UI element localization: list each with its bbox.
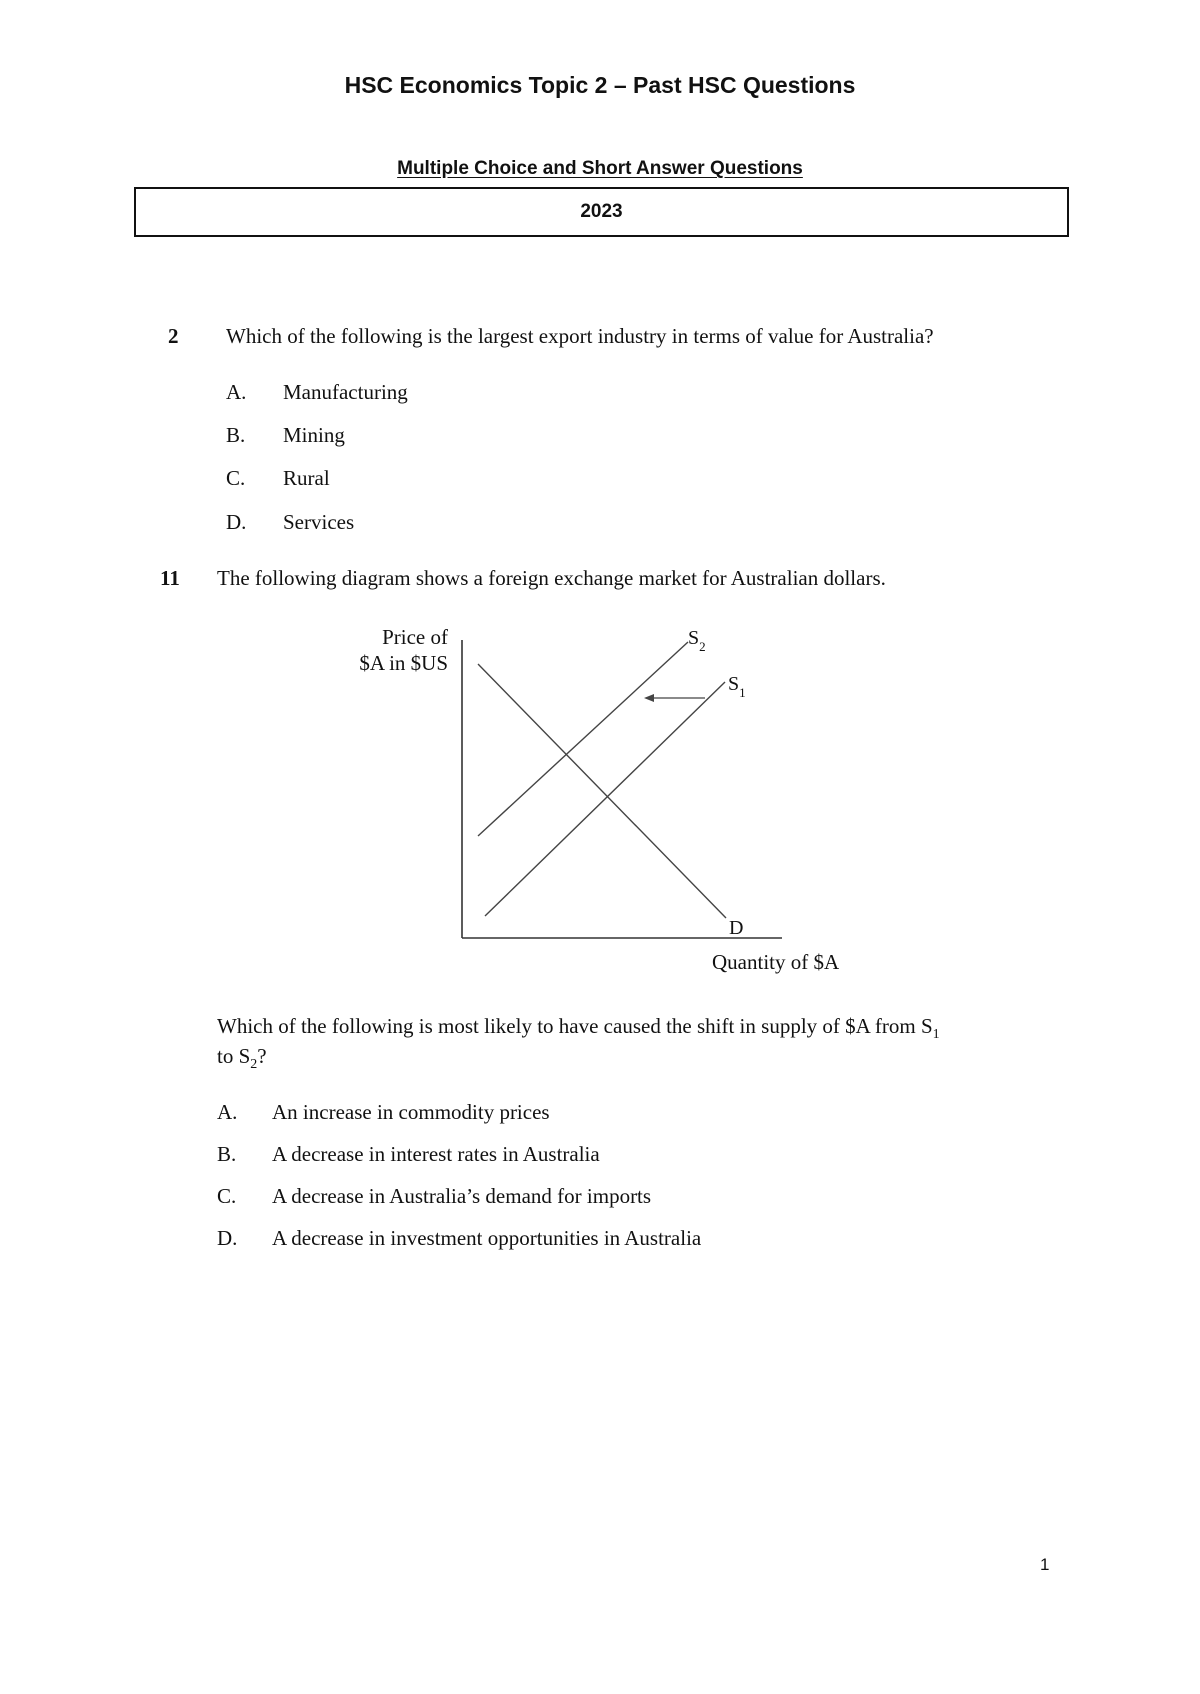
question-11-option-c-text: A decrease in Australia’s demand for imports	[272, 1184, 652, 1208]
question-11-text: The following diagram shows a foreign exchange market for Australian dollars.	[217, 566, 886, 590]
supply2-label: $S_2$	[688, 627, 706, 654]
year-box	[134, 187, 1069, 237]
question-11-option-b-text: A decrease in interest rates in Australia	[272, 1142, 600, 1166]
year-label: 2023	[580, 201, 623, 222]
x-axis-label: Quantity of $A	[712, 950, 840, 974]
question-2-option-c-text: Rural	[283, 466, 330, 490]
question-2-option-d-letter: D.	[226, 510, 247, 534]
question-2-number: 2	[168, 324, 179, 348]
question-2-option-d-text: Services	[283, 510, 355, 534]
question-2-option-c-letter: C.	[226, 466, 246, 490]
question-2-option-a-text: Manufacturing	[283, 380, 408, 404]
section-heading	[0, 158, 1200, 180]
demand-label: D	[729, 917, 744, 939]
question-11-number: 11	[160, 566, 180, 590]
question-2-option-b-letter: B.	[226, 423, 246, 447]
question-11-followup-line1: Which of the following is most likely to have caused the shift in supply of $A from $S_1$	[217, 1014, 940, 1043]
supply-curve-s2	[478, 642, 688, 836]
question-11-option-a-letter: A.	[217, 1100, 238, 1124]
y-axis-label-line1: Price of	[382, 625, 448, 649]
demand-curve	[478, 664, 726, 918]
forex-market-diagram	[330, 620, 890, 980]
question-11-option-d-text: A decrease in investment opportunities in Australia	[272, 1226, 702, 1250]
question-11-followup-line2: to $S_2$?	[217, 1044, 267, 1073]
section-heading-text: Multiple Choice and Short Answer Questions	[397, 158, 803, 179]
question-11-option-d-letter: D.	[217, 1226, 238, 1250]
question-2-option-a-letter: A.	[226, 380, 247, 404]
document-title: HSC Economics Topic 2 – Past HSC Questions	[344, 72, 856, 98]
supply1-label: $S_1$	[728, 673, 746, 700]
question-11-option-c-letter: C.	[217, 1184, 237, 1208]
question-11-option-b-letter: B.	[217, 1142, 237, 1166]
question-2-option-b-text: Mining	[283, 423, 345, 447]
question-2-text: Which of the following is the largest export industry in terms of value for Australia?	[226, 324, 934, 348]
shift-arrow-head	[644, 694, 654, 702]
question-11-option-a-text: An increase in commodity prices	[272, 1100, 550, 1124]
y-axis-label-line2: $A in $US	[359, 651, 448, 675]
page-number: 1	[1040, 1555, 1050, 1574]
